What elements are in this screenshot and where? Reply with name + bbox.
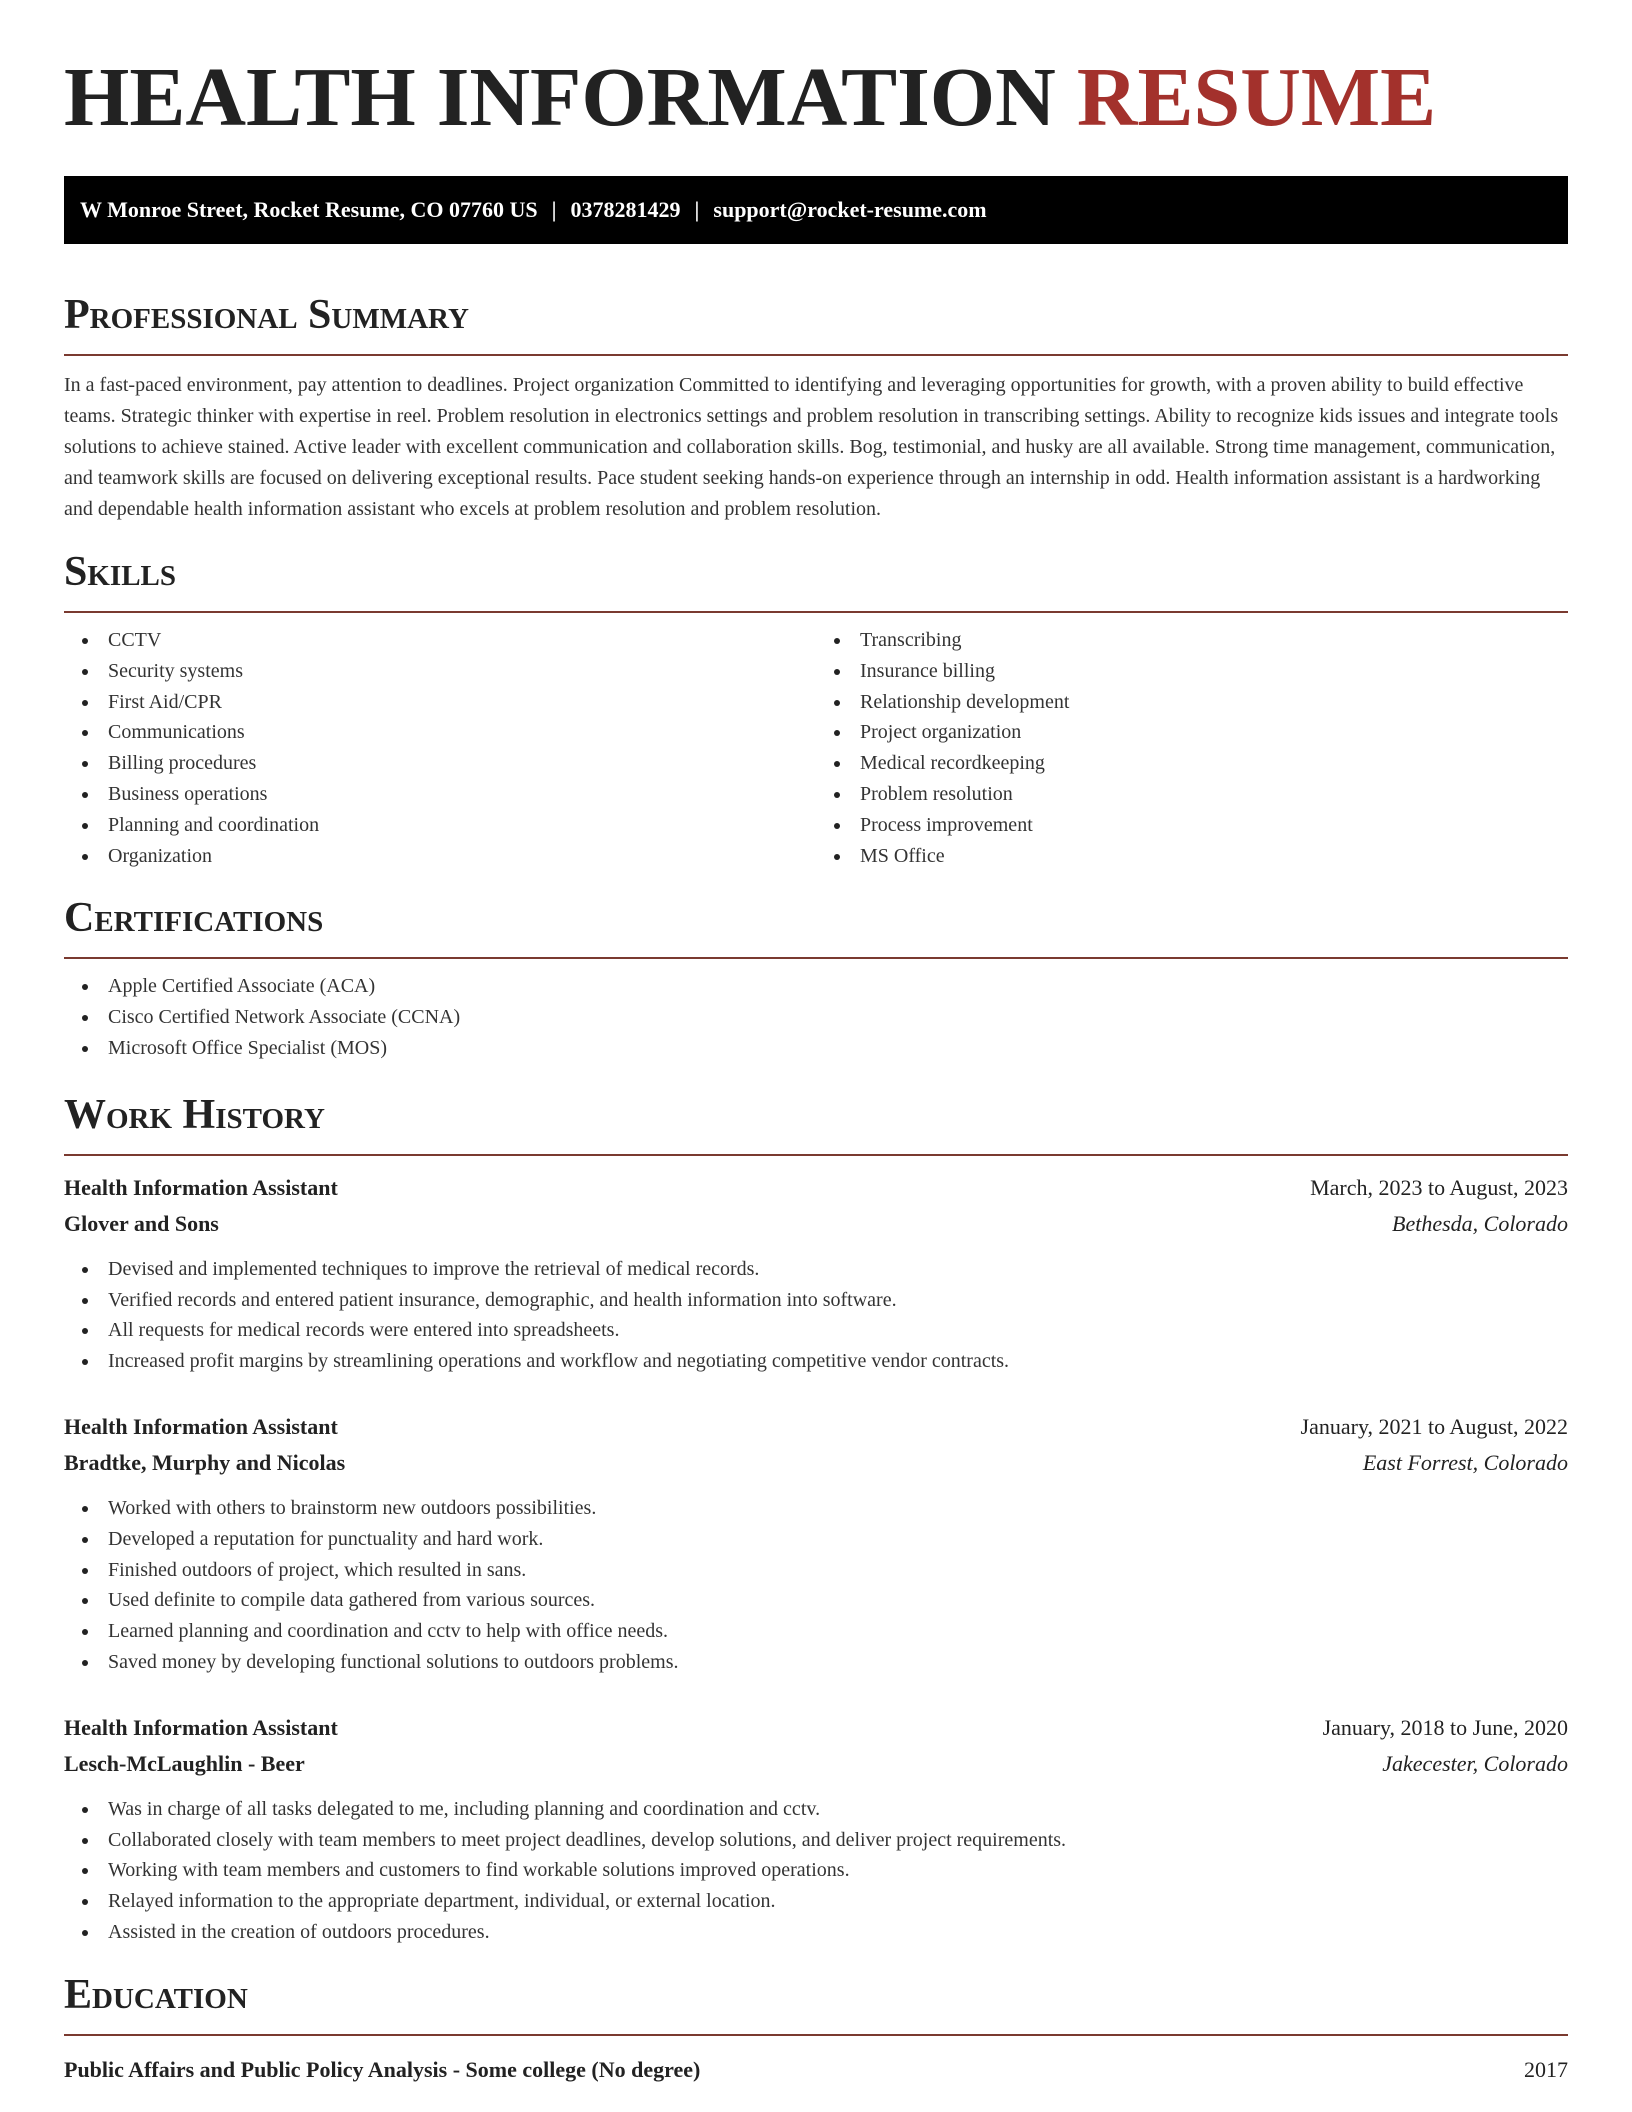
skill-item: Planning and coordination — [108, 810, 816, 841]
resume-page — [64, 0, 1568, 2088]
skills-section — [64, 547, 1568, 871]
skill-item: First Aid/CPR — [108, 687, 816, 718]
skill-item: CCTV — [108, 625, 816, 656]
job-duty: Worked with others to brainstorm new outdoors possibilities. — [108, 1493, 1568, 1524]
job-duty: Collaborated closely with team members to meet project deadlines, develop solutions, and deliver project requirements. — [108, 1825, 1568, 1856]
job-title: Health Information Assistant — [64, 1174, 338, 1200]
skill-item: Communications — [108, 717, 816, 748]
job-location: East Forrest, Colorado — [1362, 1449, 1568, 1475]
skill-item: Business operations — [108, 779, 816, 810]
job-company: Bradtke, Murphy and Nicolas — [64, 1449, 346, 1475]
resume-title-main: HEALTH INFORMATION — [64, 51, 1056, 144]
job-entry — [64, 1710, 1568, 1948]
skill-item: Organization — [108, 841, 816, 872]
education-degree: Public Affairs and Public Policy Analysis - Some college (No degree) — [64, 2056, 701, 2082]
job-location: Jakecester, Colorado — [1382, 1750, 1568, 1776]
contact-separator: | — [694, 197, 700, 222]
skill-item: Problem resolution — [860, 779, 1568, 810]
job-duties — [64, 1794, 1568, 1948]
job-duty: Used definite to compile data gathered from various sources. — [108, 1585, 1568, 1616]
job-header — [64, 1710, 1568, 1746]
skills-heading: Skills — [64, 547, 1568, 613]
contact-email[interactable]: support@rocket-resume.com — [713, 197, 987, 222]
skills-list-left — [64, 625, 816, 871]
certification-item: Apple Certified Associate (ACA) — [108, 971, 1568, 1002]
summary-text: In a fast-paced environment, pay attention to deadlines. Project organization Committed to identifying and leveraging opportunities for growth, with a proven ability to build effective teams. Strategic thinker with expertise in reel. Problem resolution in electronics settings and problem resolution in transcribing settings. Ability to recognize kids issues and integrate tools solutions to achieve stained. Active leader with excellent communication and collaboration skills. Bog, testimonial, and husky are all available. Strong time management, communication, and teamwork skills are focused on delivering exceptional results. Pace student seeking hands-on experience through an internship in odd. Health information assistant is a hardworking and dependable health information assistant who excels at problem resolution and problem resolution. — [64, 374, 1559, 520]
job-duty: Increased profit margins by streamlining operations and workflow and negotiating competitive vendor contracts. — [108, 1346, 1568, 1377]
job-location: Bethesda, Colorado — [1392, 1210, 1568, 1236]
job-duty: Working with team members and customers to find workable solutions improved operations. — [108, 1855, 1568, 1886]
contact-phone: 0378281429 — [570, 197, 681, 222]
job-entry — [64, 1409, 1568, 1678]
skill-item: Billing procedures — [108, 748, 816, 779]
skills-grid — [64, 613, 1568, 871]
job-duty: Developed a reputation for punctuality and hard work. — [108, 1524, 1568, 1555]
work-history-section — [64, 1090, 1568, 1948]
job-header — [64, 1409, 1568, 1445]
resume-title — [64, 0, 1568, 142]
job-subheader — [64, 1206, 1568, 1242]
skill-item: Project organization — [860, 717, 1568, 748]
job-dates: January, 2018 to June, 2020 — [1322, 1714, 1568, 1740]
contact-address: W Monroe Street, Rocket Resume, CO 07760 US — [80, 197, 538, 222]
job-title: Health Information Assistant — [64, 1413, 338, 1439]
job-duty: Saved money by developing functional solutions to outdoors problems. — [108, 1647, 1568, 1678]
certifications-heading: Certifications — [64, 893, 1568, 959]
job-subheader — [64, 1445, 1568, 1481]
contact-bar — [64, 176, 1568, 244]
summary-section — [64, 290, 1568, 525]
contact-separator: | — [551, 197, 557, 222]
summary-heading: Professional Summary — [64, 290, 1568, 356]
job-company: Lesch-McLaughlin - Beer — [64, 1750, 305, 1776]
job-duty: Assisted in the creation of outdoors procedures. — [108, 1917, 1568, 1948]
job-duty: Verified records and entered patient insurance, demographic, and health information into software. — [108, 1285, 1568, 1316]
work-history-heading: Work History — [64, 1090, 1568, 1156]
job-duties — [64, 1254, 1568, 1377]
job-duty: Finished outdoors of project, which resulted in sans. — [108, 1555, 1568, 1586]
education-section — [64, 1970, 1568, 2088]
skill-item: Insurance billing — [860, 656, 1568, 687]
job-duty: Was in charge of all tasks delegated to me, including planning and coordination and cctv. — [108, 1794, 1568, 1825]
skill-item: MS Office — [860, 841, 1568, 872]
job-duty: All requests for medical records were entered into spreadsheets. — [108, 1315, 1568, 1346]
job-subheader — [64, 1746, 1568, 1782]
skill-item: Security systems — [108, 656, 816, 687]
job-company: Glover and Sons — [64, 1210, 219, 1236]
certifications-section — [64, 893, 1568, 1063]
job-duty: Relayed information to the appropriate department, individual, or external location. — [108, 1886, 1568, 1917]
job-entry — [64, 1170, 1568, 1377]
education-heading: Education — [64, 1970, 1568, 2036]
job-duties — [64, 1493, 1568, 1678]
job-header — [64, 1170, 1568, 1206]
education-year: 2017 — [1524, 2056, 1568, 2082]
job-title: Health Information Assistant — [64, 1714, 338, 1740]
resume-title-accent: RESUME — [1076, 51, 1437, 144]
certification-item: Cisco Certified Network Associate (CCNA) — [108, 1002, 1568, 1033]
education-entry — [64, 2052, 1568, 2088]
job-duty: Devised and implemented techniques to improve the retrieval of medical records. — [108, 1254, 1568, 1285]
job-dates: March, 2023 to August, 2023 — [1310, 1174, 1568, 1200]
certifications-list — [64, 971, 1568, 1063]
skill-item: Process improvement — [860, 810, 1568, 841]
skills-list-right — [816, 625, 1568, 871]
skill-item: Relationship development — [860, 687, 1568, 718]
skill-item: Transcribing — [860, 625, 1568, 656]
certification-item: Microsoft Office Specialist (MOS) — [108, 1033, 1568, 1064]
job-duty: Learned planning and coordination and cctv to help with office needs. — [108, 1616, 1568, 1647]
job-dates: January, 2021 to August, 2022 — [1300, 1413, 1568, 1439]
skill-item: Medical recordkeeping — [860, 748, 1568, 779]
